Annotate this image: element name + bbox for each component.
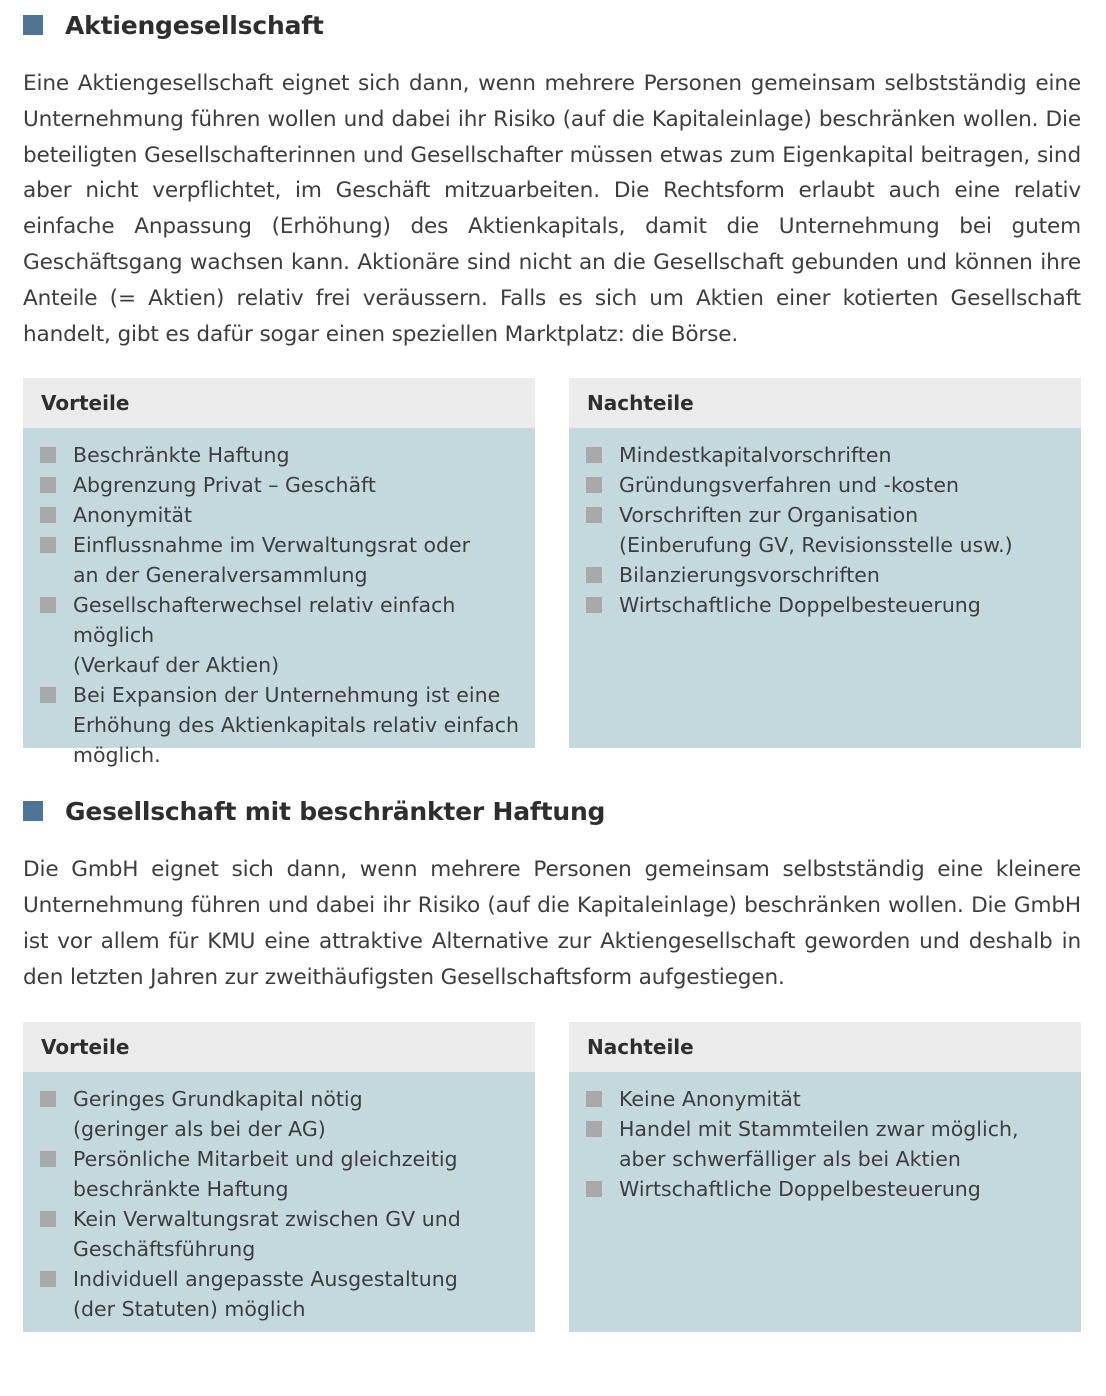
list-item-text: Abgrenzung Privat – Geschäft	[73, 473, 376, 498]
column-header	[23, 1022, 535, 1072]
list-item	[586, 1174, 1071, 1204]
list-item-text: Mindestkapitalvorschriften	[619, 443, 892, 468]
square-bullet-icon	[586, 1091, 602, 1107]
section-gmbh	[23, 786, 1081, 1331]
column-title: Vorteile	[41, 1034, 130, 1059]
column-header	[569, 378, 1081, 428]
section-title: Gesellschaft mit beschränkter Haftung	[65, 796, 606, 826]
section-aktiengesellschaft	[23, 0, 1081, 768]
document-page	[23, 0, 1081, 1332]
square-bullet-icon	[586, 477, 602, 493]
pros-cons-table	[23, 1022, 1081, 1332]
list-item-text: Gründungsverfahren und -kosten	[619, 473, 959, 498]
list-item	[40, 1084, 525, 1144]
heading-marker-square	[23, 801, 43, 821]
list-item-text: Wirtschaftliche Doppelbesteuerung	[619, 593, 981, 618]
vorteile-list	[40, 440, 525, 770]
vorteile-column	[23, 378, 535, 768]
column-title: Nachteile	[587, 1034, 694, 1059]
list-item	[586, 1084, 1071, 1114]
vorteile-column	[23, 1022, 535, 1332]
list-item	[40, 500, 525, 530]
nachteile-column	[569, 378, 1081, 748]
nachteile-column	[569, 1022, 1081, 1332]
list-item-text: Anonymität	[73, 503, 192, 528]
square-bullet-icon	[586, 1121, 602, 1137]
list-item-text: Persönliche Mitarbeit und gleichzeitig beschränkte Haftung	[73, 1146, 458, 1201]
nachteile-list	[586, 1084, 1071, 1204]
list-item-text: Kein Verwaltungsrat zwischen GV und Geschäftsführung	[73, 1206, 461, 1261]
list-item	[586, 440, 1071, 470]
list-item	[40, 590, 525, 680]
column-header	[23, 378, 535, 428]
square-bullet-icon	[586, 447, 602, 463]
square-bullet-icon	[40, 1211, 56, 1227]
list-item-text: Handel mit Stammteilen zwar möglich, aber schwerfälliger als bei Aktien	[619, 1116, 1019, 1171]
list-item	[586, 1114, 1071, 1174]
square-bullet-icon	[40, 1091, 56, 1107]
section-paragraph: Die GmbH eignet sich dann, wenn mehrere Personen gemeinsam selbstständig eine kleinere Unternehmung führen und dabei ihr Risiko (auf die Kapitaleinlage) beschränken wollen. Die GmbH ist vor allem für KMU eine attraktive Alternative zur Aktiengesellschaft geworden und deshalb in den letzten Jahren zur zweithäufigsten Gesellschaftsform aufgestiegen.	[23, 857, 1081, 990]
list-item	[40, 1204, 525, 1264]
square-bullet-icon	[586, 567, 602, 583]
nachteile-list	[586, 440, 1071, 620]
list-item-text: Gesellschafterwechsel relativ einfach möglich (Verkauf der Aktien)	[73, 593, 456, 678]
square-bullet-icon	[586, 507, 602, 523]
list-item-text: Vorschriften zur Organisation (Einberufung GV, Revisionsstelle usw.)	[619, 503, 1013, 558]
section-title: Aktiengesellschaft	[65, 10, 324, 40]
square-bullet-icon	[586, 597, 602, 613]
list-item-text: Wirtschaftliche Doppelbesteuerung	[619, 1176, 981, 1201]
section-heading	[23, 0, 1081, 50]
column-body	[23, 428, 535, 768]
list-item	[40, 530, 525, 590]
column-title: Nachteile	[587, 391, 694, 416]
list-item-text: Individuell angepasste Ausgestaltung (der Statuten) möglich	[73, 1266, 458, 1321]
square-bullet-icon	[40, 507, 56, 523]
list-item-text: Bei Expansion der Unternehmung ist eine Erhöhung des Aktienkapitals relativ einfach möglich.	[73, 683, 519, 768]
list-item	[586, 470, 1071, 500]
section-paragraph: Eine Aktiengesellschaft eignet sich dann, wenn mehrere Personen gemeinsam selbstständig eine Unternehmung führen wollen und dabei ihr Risiko (auf die Kapitaleinlage) beschränken wollen. Die beteiligten Gesellschafterinnen und Gesellschafter müssen etwas zum Eigenkapital beitragen, sind aber nicht verpflichtet, im Geschäft mitzuarbeiten. Die Rechtsform erlaubt auch eine relativ einfache Anpassung (Erhöhung) des Aktienkapitals, damit die Unternehmung bei gutem Geschäftsgang wachsen kann. Aktionäre sind nicht an die Gesellschaft gebunden und können ihre Anteile (= Aktien) relativ frei veräussern. Falls es sich um Aktien einer kotierten Gesellschaft handelt, gibt es dafür sogar einen speziellen Marktplatz: die Börse.	[23, 71, 1081, 347]
list-item	[586, 560, 1071, 590]
column-body	[23, 1072, 535, 1332]
section-heading	[23, 786, 1081, 836]
heading-marker-square	[23, 15, 43, 35]
square-bullet-icon	[586, 1181, 602, 1197]
list-item-text: Einflussnahme im Verwaltungsrat oder an der Generalversammlung	[73, 533, 471, 588]
list-item	[586, 590, 1071, 620]
list-item	[40, 470, 525, 500]
list-item-text: Beschränkte Haftung	[73, 443, 290, 468]
list-item	[40, 440, 525, 470]
column-body	[569, 1072, 1081, 1332]
list-item	[40, 1264, 525, 1324]
column-header	[569, 1022, 1081, 1072]
pros-cons-table	[23, 378, 1081, 768]
list-item-text: Keine Anonymität	[619, 1086, 801, 1111]
list-item	[40, 680, 525, 770]
column-body	[569, 428, 1081, 748]
square-bullet-icon	[40, 597, 56, 613]
vorteile-list	[40, 1084, 525, 1324]
column-title: Vorteile	[41, 391, 130, 416]
square-bullet-icon	[40, 1271, 56, 1287]
square-bullet-icon	[40, 447, 56, 463]
square-bullet-icon	[40, 1151, 56, 1167]
list-item-text: Bilanzierungsvorschriften	[619, 563, 880, 588]
list-item	[586, 500, 1071, 560]
square-bullet-icon	[40, 477, 56, 493]
list-item-text: Geringes Grundkapital nötig (geringer als bei der AG)	[73, 1086, 363, 1141]
list-item	[40, 1144, 525, 1204]
square-bullet-icon	[40, 537, 56, 553]
square-bullet-icon	[40, 687, 56, 703]
